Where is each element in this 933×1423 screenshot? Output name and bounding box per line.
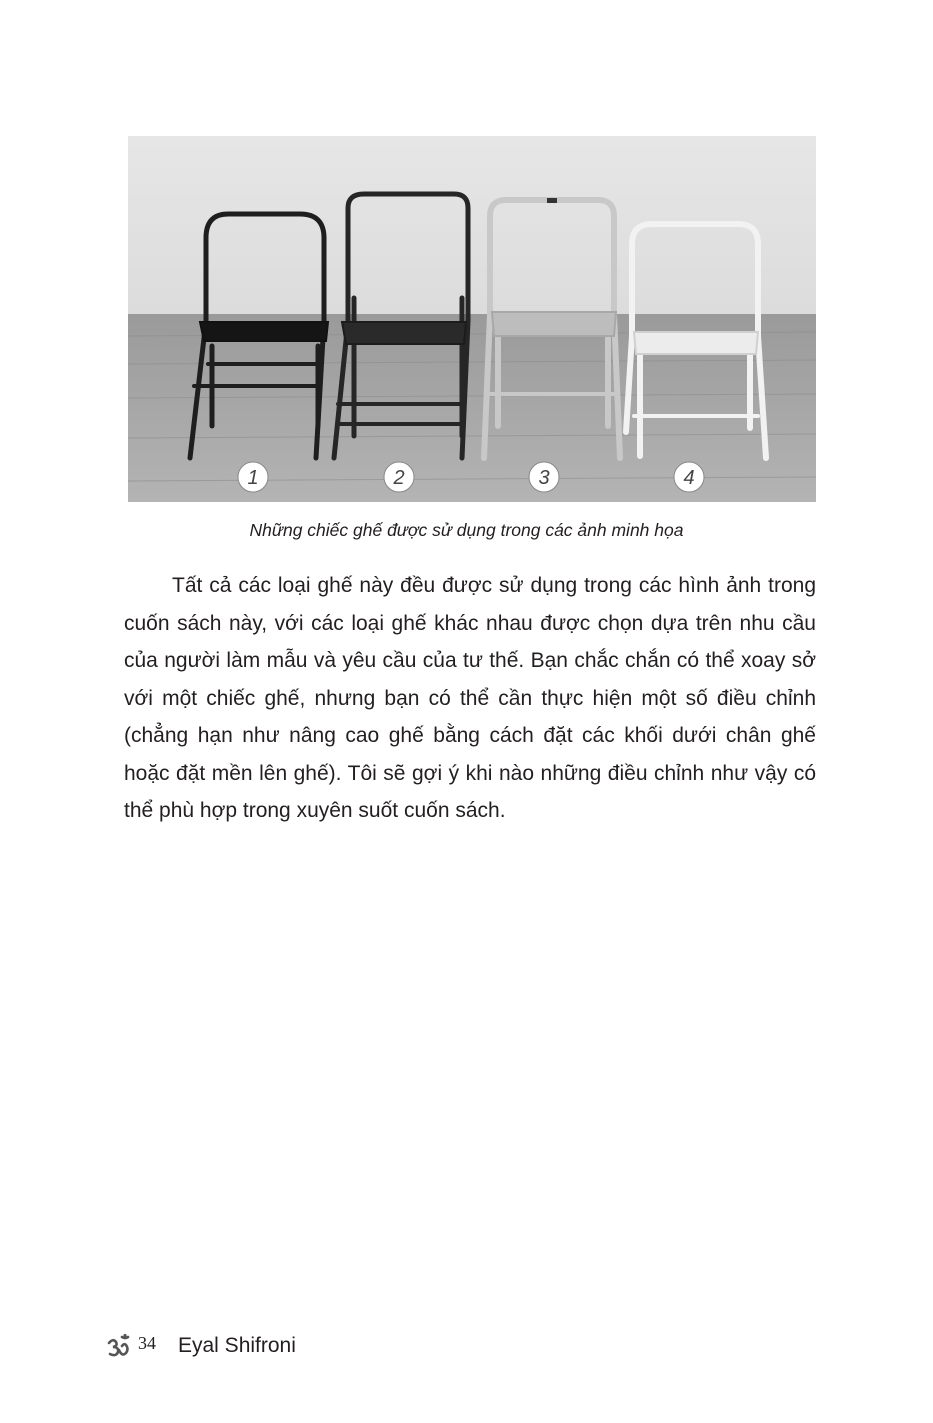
chair-label-3 [529, 462, 559, 492]
page-footer [106, 1330, 296, 1362]
page-number: 34 [138, 1332, 156, 1353]
chair-label-4 [674, 462, 704, 492]
chair-label-2-text: 2 [393, 467, 405, 489]
chairs-photo [128, 136, 816, 502]
chair-label-1-text: 1 [247, 467, 259, 489]
body-paragraph: Tất cả các loại ghế này đều được sử dụng trong các hình ảnh trong cuốn sách này, với các loại ghế khác nhau được chọn dựa trên nhu cầu của người làm mẫu và yêu cầu của tư thế. Bạn chắc chắn có thể xoay sở với một chiếc ghế, nhưng bạn có thể cần thực hiện một số điều chỉnh (chẳng hạn như nâng cao ghế bằng cách đặt các khối dưới chân ghế hoặc đặt mền lên ghế). Tôi sẽ gợi ý khi nào những điều chỉnh như vậy có thể phù hợp trong xuyên suốt cuốn sách. [124, 574, 816, 822]
chair-label-1 [238, 462, 268, 492]
chairs-illustration [128, 136, 816, 502]
chair-label-4-text: 4 [683, 467, 695, 489]
figure-caption: Những chiếc ghế được sử dụng trong các ảnh minh họa [249, 520, 684, 540]
om-icon [106, 1333, 132, 1359]
chair-label-3-text: 3 [538, 467, 550, 489]
chair-label-2 [384, 462, 414, 492]
author-name: Eyal Shifroni [178, 1334, 296, 1357]
